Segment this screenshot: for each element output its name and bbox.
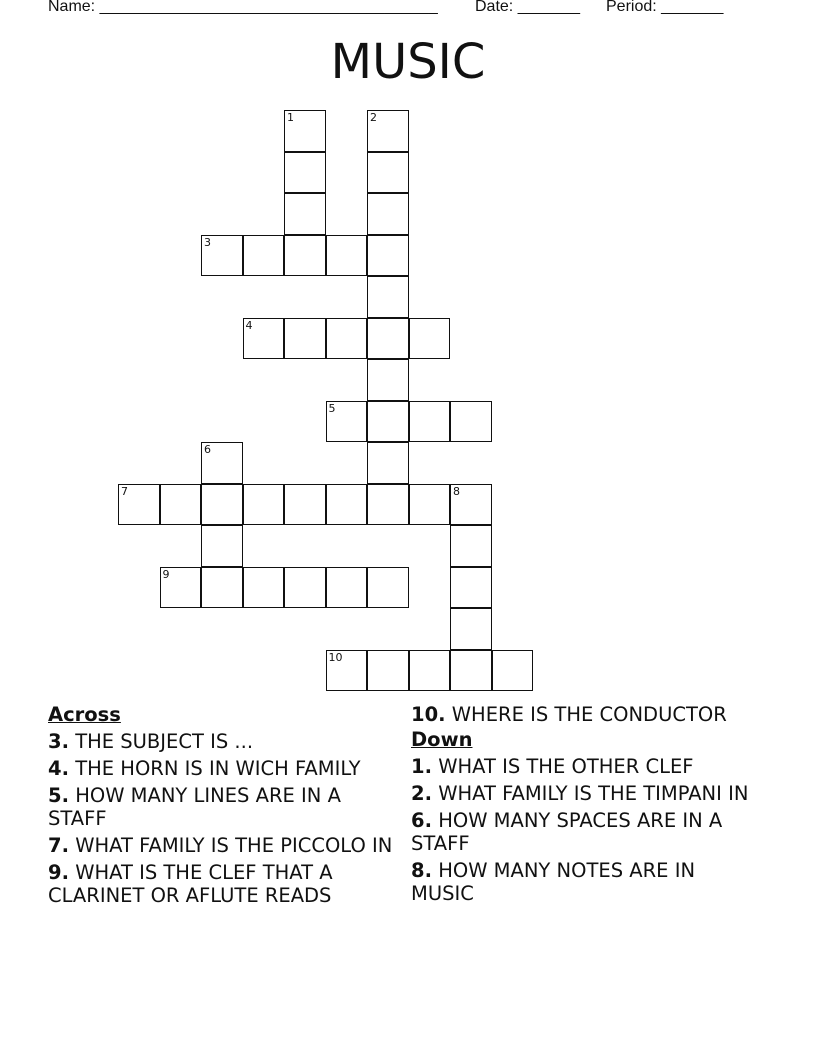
crossword-cell[interactable] <box>160 567 202 609</box>
crossword-cell[interactable] <box>367 401 409 443</box>
cell-number: 10 <box>328 650 343 664</box>
cell-number: 4 <box>245 318 253 332</box>
crossword-cell[interactable] <box>284 484 326 526</box>
crossword-cell[interactable] <box>243 484 285 526</box>
crossword-cell[interactable] <box>326 567 368 609</box>
crossword-cell[interactable] <box>284 110 326 152</box>
crossword-cell[interactable] <box>326 318 368 360</box>
crossword-cell[interactable] <box>450 484 492 526</box>
clue-across-5: 5. HOW MANY LINES ARE IN A STAFF <box>48 784 341 830</box>
clue-across-10: 10. WHERE IS THE CONDUCTOR <box>411 703 727 726</box>
crossword-cell[interactable] <box>367 110 409 152</box>
period-field[interactable]: Period: _______ <box>606 0 724 15</box>
clue-across-3: 3. THE SUBJECT IS ... <box>48 730 254 753</box>
clue-down-2: 2. WHAT FAMILY IS THE TIMPANI IN <box>411 782 749 805</box>
crossword-cell[interactable] <box>118 484 160 526</box>
crossword-cell[interactable] <box>284 193 326 235</box>
cell-number: 1 <box>287 111 294 124</box>
crossword-cell[interactable] <box>201 525 243 567</box>
crossword-cell[interactable] <box>409 318 451 360</box>
crossword-cell[interactable] <box>409 401 451 443</box>
crossword-cell[interactable] <box>450 650 492 692</box>
crossword-cell[interactable] <box>367 359 409 401</box>
crossword-cell[interactable] <box>367 276 409 318</box>
date-field[interactable]: Date: _______ <box>475 0 580 15</box>
crossword-cell[interactable] <box>367 235 409 277</box>
crossword-cell[interactable] <box>450 525 492 567</box>
across-heading: Across <box>48 703 121 726</box>
clue-down-8: 8. HOW MANY NOTES ARE IN MUSIC <box>411 859 696 905</box>
crossword-cell[interactable] <box>450 567 492 609</box>
cell-number: 9 <box>162 567 170 581</box>
crossword-cell[interactable] <box>284 567 326 609</box>
crossword-cell[interactable] <box>326 235 368 277</box>
crossword-cell[interactable] <box>201 567 243 609</box>
page-title: MUSIC <box>330 34 486 90</box>
clue-across-4: 4. THE HORN IS IN WICH FAMILY <box>48 757 361 780</box>
crossword-cell[interactable] <box>367 152 409 194</box>
crossword-cell[interactable] <box>367 442 409 484</box>
cell-number: 8 <box>453 484 460 498</box>
crossword-cell[interactable] <box>367 567 409 609</box>
crossword-cell[interactable] <box>326 484 368 526</box>
crossword-cell[interactable] <box>450 401 492 443</box>
clue-down-6: 6. HOW MANY SPACES ARE IN A STAFF <box>411 809 723 855</box>
cell-number: 6 <box>204 443 211 456</box>
crossword-cell[interactable] <box>284 152 326 194</box>
cell-number: 3 <box>204 235 211 249</box>
crossword-cell[interactable] <box>326 401 368 443</box>
down-heading: Down <box>411 728 473 751</box>
crossword-cell[interactable] <box>243 235 285 277</box>
clue-across-9: 9. WHAT IS THE CLEF THAT A CLARINET OR AFLUTE READS <box>48 861 333 907</box>
clue-down-1: 1. WHAT IS THE OTHER CLEF <box>411 755 694 778</box>
across-clues <box>48 703 393 911</box>
crossword-cell[interactable] <box>284 235 326 277</box>
right-clues-column <box>411 703 756 909</box>
crossword-cell[interactable] <box>450 608 492 650</box>
crossword-cell[interactable] <box>243 318 285 360</box>
crossword-cell[interactable] <box>160 484 202 526</box>
cell-number: 7 <box>121 484 128 498</box>
crossword-cell[interactable] <box>326 650 368 692</box>
crossword-cell[interactable] <box>492 650 534 692</box>
crossword-cell[interactable] <box>367 318 409 360</box>
crossword-cell[interactable] <box>409 484 451 526</box>
crossword-cell[interactable] <box>367 484 409 526</box>
crossword-cell[interactable] <box>201 235 243 277</box>
cell-number: 2 <box>370 111 377 124</box>
crossword-cell[interactable] <box>243 567 285 609</box>
crossword-cell[interactable] <box>409 650 451 692</box>
crossword-cell[interactable] <box>201 484 243 526</box>
crossword-cell[interactable] <box>201 442 243 484</box>
crossword-cell[interactable] <box>284 318 326 360</box>
name-field[interactable]: Name: ______________________________________ <box>48 0 438 15</box>
crossword-cell[interactable] <box>367 193 409 235</box>
cell-number: 5 <box>328 401 336 415</box>
crossword-cell[interactable] <box>367 650 409 692</box>
clue-across-7: 7. WHAT FAMILY IS THE PICCOLO IN <box>48 834 393 857</box>
